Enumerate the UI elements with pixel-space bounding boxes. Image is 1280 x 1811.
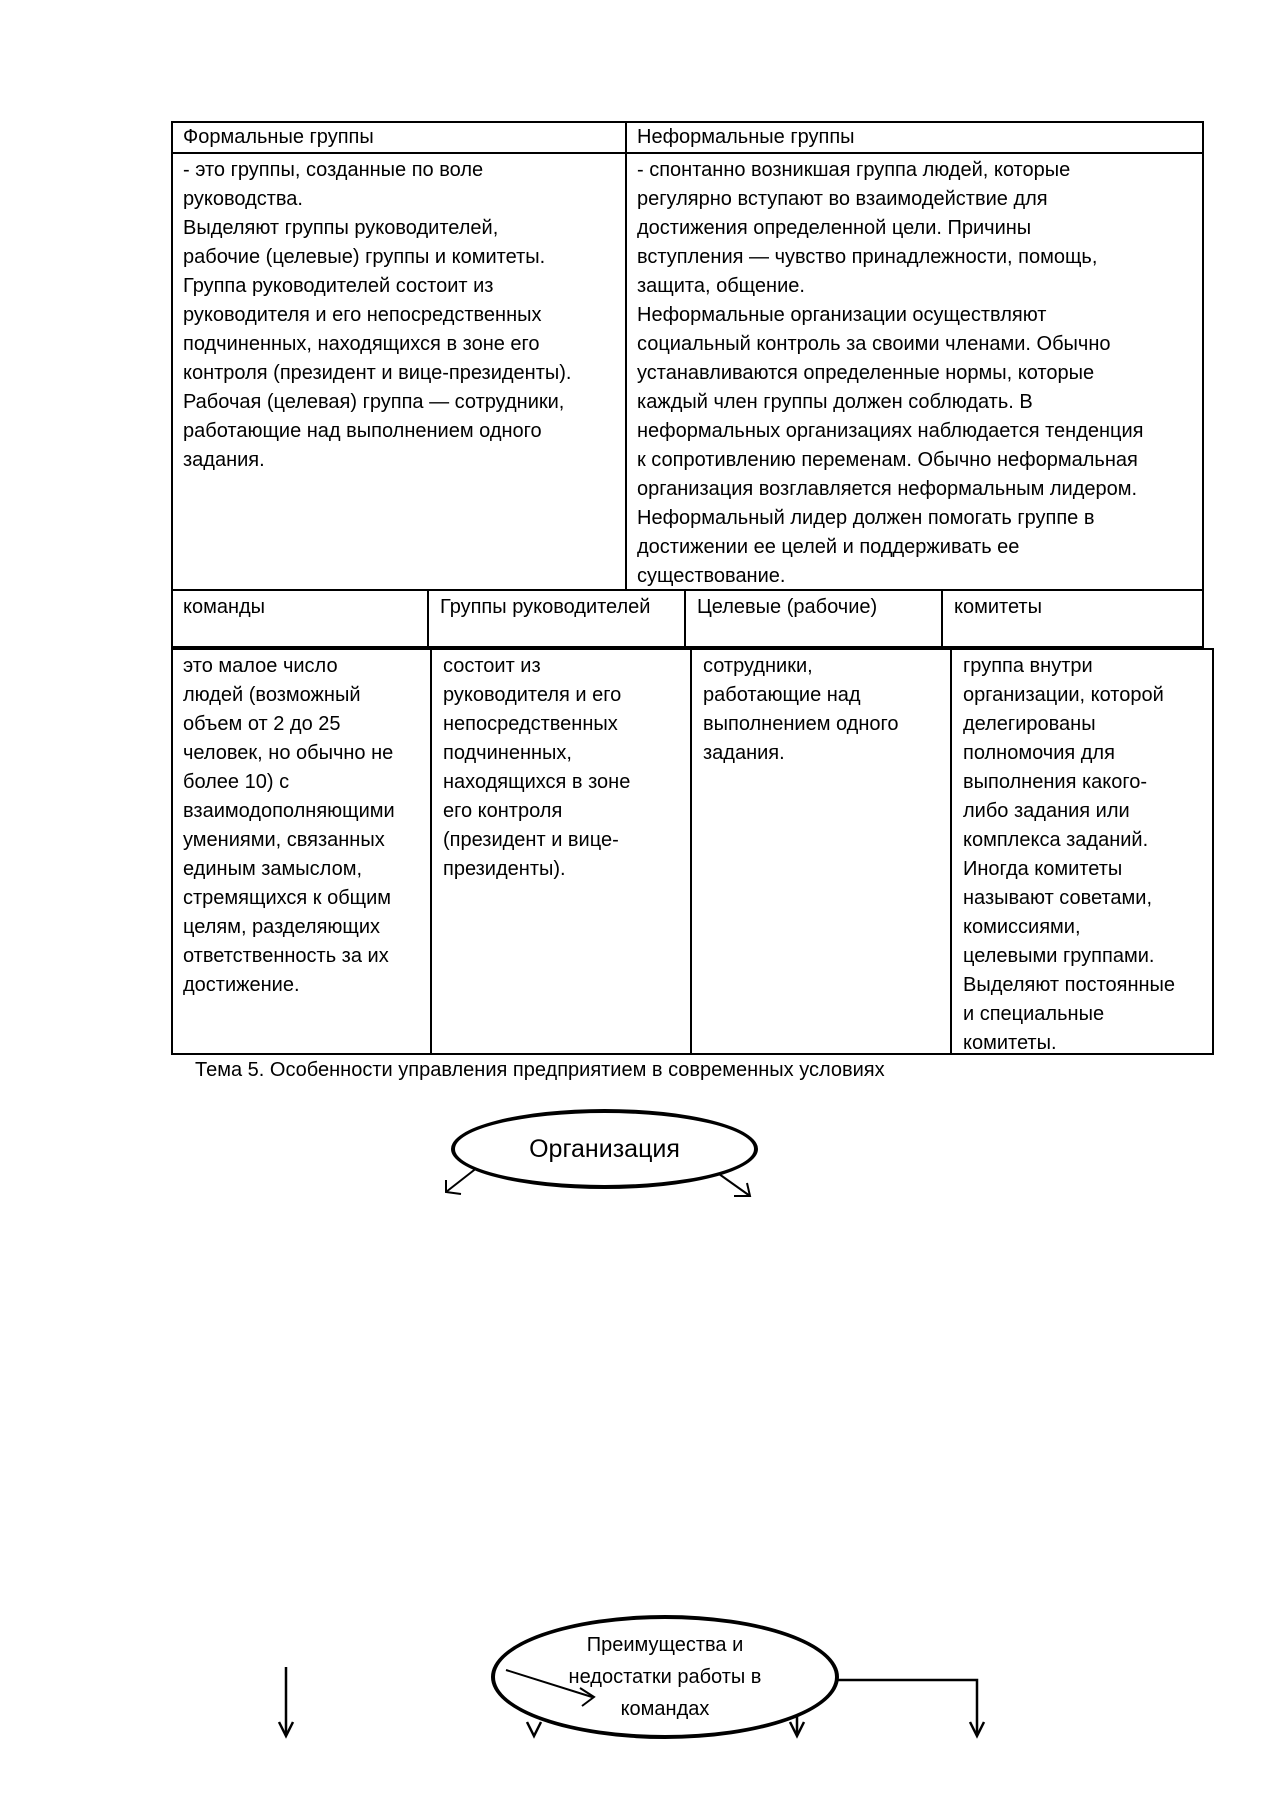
header-target-groups: Целевые (рабочие) <box>697 596 878 618</box>
informal-groups-description: - спонтанно возникшая группа людей, которые регулярно вступают во взаимодействие для достижения определенной цели. Причины вступления — чувство принадлежности, помощь, защита, общение. Неформальные организации осуществляют социальный контроль за своими членами. Обычно устанавливаются определенные нормы, которые каждый член группы должен соблюдать. В неформальных организациях наблюдается тенденция к сопротивлению переменам. Обычно неформальная организация возглавляется неформальным лидером. Неформальный лидер должен помогать группе в достижении ее целей и поддерживать ее существование. <box>637 159 1144 587</box>
committees-description: группа внутри организации, которой делегированы полномочия для выполнения какого- либо задания или комплекса заданий. Иногда комитеты называют советами, комиссиями, целевыми группами. Выделяют постоянные и специальные комитеты. <box>963 655 1176 1054</box>
teams-description: это малое число людей (возможный объем от 2 до 25 человек, но обычно не более 10) с взаимодополняющими умениями, связанных единым замыслом, стремящихся к общим целям, разделяющих ответственность за их достижение. <box>183 655 395 996</box>
informal-groups-header: Неформальные группы <box>637 126 855 148</box>
organization-ellipse <box>451 1109 758 1189</box>
teams-advantages-label: Преимущества и недостатки работы в командах <box>568 1634 762 1720</box>
target-groups-description: сотрудники, работающие над выполнением одного задания. <box>703 655 899 764</box>
topic-title: Тема 5. Особенности управления предприятием в современных условиях <box>195 1059 885 1081</box>
formal-groups-header: Формальные группы <box>183 126 374 148</box>
header-teams: команды <box>183 596 266 618</box>
right-elbow-arrow-shaft <box>832 1680 977 1735</box>
header-committees: комитеты <box>954 596 1042 618</box>
formal-groups-description: - это группы, созданные по воле руководства. Выделяют группы руководителей, рабочие (целевые) группы и комитеты. Группа руководителей состоит из руководителя и его непосредственных подчиненных, находящихся в зоне его контроля (президент и вице-президенты). Рабочая (целевая) группа — сотрудники, работающие над выполнением одного задания. <box>183 159 572 471</box>
teams-advantages-ellipse <box>491 1615 839 1739</box>
management-groups-description: состоит из руководителя и его непосредственных подчиненных, находящихся в зоне его контроля (президент и вице- президенты). <box>443 655 631 880</box>
org-left-arrow-shaft <box>446 1167 478 1192</box>
organization-label: Организация <box>529 1134 680 1163</box>
header-management-groups: Группы руководителей <box>440 596 651 618</box>
second-down-arrow-head <box>527 1722 541 1736</box>
